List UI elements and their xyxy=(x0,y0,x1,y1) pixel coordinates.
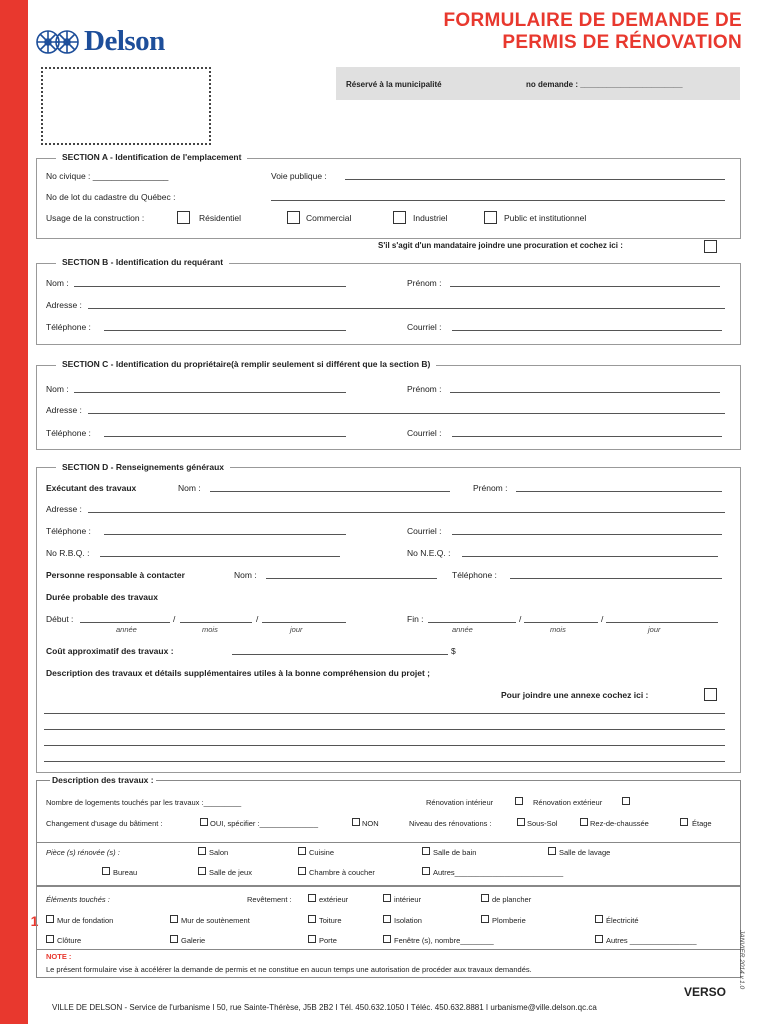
sous-sol-label: Sous-Sol xyxy=(527,819,558,828)
d-courriel-label: Courriel : xyxy=(407,526,442,536)
debut-jour-field[interactable] xyxy=(262,622,346,623)
demande-label: no demande : _______________________ xyxy=(526,80,683,89)
jeux-checkbox[interactable] xyxy=(198,867,206,875)
elements-label: Éléments touchés : xyxy=(46,895,110,904)
autres2-checkbox[interactable] xyxy=(595,935,603,943)
bureau-label: Bureau xyxy=(113,868,138,877)
description-label: Description des travaux et détails supplémentaires utiles à la bonne compréhension du projet ; xyxy=(46,668,431,678)
commercial-label: Commercial xyxy=(306,213,352,223)
section-b xyxy=(36,263,741,345)
mandataire-checkbox[interactable] xyxy=(704,240,717,253)
chambre-checkbox[interactable] xyxy=(298,867,306,875)
b-tel-field[interactable] xyxy=(104,330,346,331)
cout-field[interactable] xyxy=(232,654,448,655)
debut-jour-hint: jour xyxy=(290,625,303,634)
version-label: JANVIER 2014 v.1.0 xyxy=(738,930,745,990)
interieur-checkbox[interactable] xyxy=(383,894,391,902)
autres1-label: Autres__________________________ xyxy=(433,868,564,877)
rdc-label: Rez-de-chaussée xyxy=(590,819,649,828)
debut-label: Début : xyxy=(46,614,74,624)
isolation-label: Isolation xyxy=(394,916,422,925)
d-prenom-field[interactable] xyxy=(516,491,722,492)
c-courriel-label: Courriel : xyxy=(407,428,442,438)
c-adresse-label: Adresse : xyxy=(46,405,82,415)
c-nom-label: Nom : xyxy=(46,384,69,394)
logo-text: Delson xyxy=(84,25,165,57)
non-label: NON xyxy=(362,819,379,828)
rdc-checkbox[interactable] xyxy=(580,818,588,826)
sdb-checkbox[interactable] xyxy=(422,847,430,855)
c-tel-label: Téléphone : xyxy=(46,428,91,438)
section-a-title: SECTION A - Identification de l'emplacement xyxy=(56,152,247,162)
d-tel-field[interactable] xyxy=(104,534,346,535)
etage-label: Étage xyxy=(692,819,712,828)
neq-label: No N.E.Q. : xyxy=(407,548,451,558)
soutenement-checkbox[interactable] xyxy=(170,915,178,923)
porte-label: Porte xyxy=(319,936,337,945)
plancher-checkbox[interactable] xyxy=(481,894,489,902)
personne-label: Personne responsable à contacter xyxy=(46,570,185,580)
salon-checkbox[interactable] xyxy=(198,847,206,855)
description-line-1[interactable] xyxy=(44,713,725,714)
neq-field[interactable] xyxy=(462,556,718,557)
note-text: Le présent formulaire vise à accélérer la demande de permis et ne constitue en aucun temps une autorisation de procéder aux travaux demandés. xyxy=(46,965,532,974)
reno-int-checkbox[interactable] xyxy=(515,797,523,805)
reno-ext-checkbox[interactable] xyxy=(622,797,630,805)
lot-field[interactable] xyxy=(271,200,725,201)
section-b-title: SECTION B - Identification du requérant xyxy=(56,257,229,267)
b-courriel-field[interactable] xyxy=(452,330,722,331)
civic-label: No civique : ________________ xyxy=(46,171,169,181)
oui-label: OUI, spécifier :______________ xyxy=(210,819,318,828)
d-courriel-field[interactable] xyxy=(452,534,722,535)
rbq-label: No R.B.Q. : xyxy=(46,548,90,558)
lot-label: No de lot du cadastre du Québec : xyxy=(46,192,176,202)
galerie-label: Galerie xyxy=(181,936,206,945)
autres1-checkbox[interactable] xyxy=(422,867,430,875)
plancher-label: de plancher xyxy=(492,895,532,904)
c-tel-field[interactable] xyxy=(104,436,346,437)
b-courriel-label: Courriel : xyxy=(407,322,442,332)
b-prenom-field[interactable] xyxy=(450,286,720,287)
description-line-4[interactable] xyxy=(44,761,725,762)
niveau-label: Niveau des rénovations : xyxy=(409,819,492,828)
fin-mois-hint: mois xyxy=(550,625,566,634)
footer-contact: VILLE DE DELSON - Service de l'urbanisme I 50, rue Sainte-Thérèse, J5B 2B2 I Tél. 450.632.1050 I Téléc. 450.632.8881 I urbanisme@ville.delson.qc.ca xyxy=(52,1003,597,1012)
fin-annee-hint: année xyxy=(452,625,473,634)
sous-sol-checkbox[interactable] xyxy=(517,818,525,826)
cloture-label: Clôture xyxy=(57,936,82,945)
commercial-checkbox[interactable] xyxy=(287,211,300,224)
cout-label: Coût approximatif des travaux : xyxy=(46,646,174,656)
reno-ext-label: Rénovation extérieur xyxy=(533,798,603,807)
duree-label: Durée probable des travaux xyxy=(46,592,158,602)
revetement-label: Revêtement : xyxy=(247,895,292,904)
b-adresse-field[interactable] xyxy=(88,308,725,309)
d-prenom-label: Prénom : xyxy=(473,483,508,493)
debut-annee-field[interactable] xyxy=(80,622,170,623)
jeux-label: Salle de jeux xyxy=(209,868,252,877)
b-nom-field[interactable] xyxy=(74,286,346,287)
executant-label: Exécutant des travaux xyxy=(46,483,137,493)
industriel-checkbox[interactable] xyxy=(393,211,406,224)
page-number: 1 xyxy=(28,912,41,931)
soutenement-label: Mur de soutènement xyxy=(181,916,250,925)
fin-mois-field[interactable] xyxy=(524,622,598,623)
personne-nom-field[interactable] xyxy=(266,578,437,579)
stamp-box xyxy=(41,67,211,145)
fenetre-checkbox[interactable] xyxy=(383,935,391,943)
residentiel-label: Résidentiel xyxy=(199,213,242,223)
section-c-title: SECTION C - Identification du propriétaire(à remplir seulement si différent que la section B) xyxy=(56,359,436,369)
c-prenom-label: Prénom : xyxy=(407,384,442,394)
salon-label: Salon xyxy=(209,848,229,857)
cuisine-checkbox[interactable] xyxy=(298,847,306,855)
electricite-label: Électricité xyxy=(606,916,639,925)
plomberie-label: Plomberie xyxy=(492,916,526,925)
form-title-line1: FORMULAIRE DE DEMANDE DE xyxy=(443,10,742,31)
fin-annee-field[interactable] xyxy=(428,622,516,623)
d-nom-label: Nom : xyxy=(178,483,201,493)
c-prenom-field[interactable] xyxy=(450,392,720,393)
porte-checkbox[interactable] xyxy=(308,935,316,943)
toiture-label: Toiture xyxy=(319,916,342,925)
note-label: NOTE : xyxy=(46,952,72,961)
b-nom-label: Nom : xyxy=(46,278,69,288)
electricite-checkbox[interactable] xyxy=(595,915,603,923)
oui-checkbox[interactable] xyxy=(200,818,208,826)
description-line-3[interactable] xyxy=(44,745,725,746)
exterieur-checkbox[interactable] xyxy=(308,894,316,902)
annexe-checkbox[interactable] xyxy=(704,688,717,701)
section-c xyxy=(36,365,741,450)
personne-tel-field[interactable] xyxy=(510,578,722,579)
fenetre-label: Fenêtre (s), nombre________ xyxy=(394,936,494,945)
annexe-label: Pour joindre une annexe cochez ici : xyxy=(501,690,649,700)
non-checkbox[interactable] xyxy=(352,818,360,826)
bureau-checkbox[interactable] xyxy=(102,867,110,875)
rbq-field[interactable] xyxy=(100,556,340,557)
piece-label: Pièce (s) rénovée (s) : xyxy=(46,848,120,857)
personne-nom-label: Nom : xyxy=(234,570,257,580)
interieur-label: intérieur xyxy=(394,895,422,904)
industriel-label: Industriel xyxy=(413,213,448,223)
plomberie-checkbox[interactable] xyxy=(481,915,489,923)
public-label: Public et institutionnel xyxy=(504,213,587,223)
cuisine-label: Cuisine xyxy=(309,848,335,857)
cout-dollar: $ xyxy=(451,646,456,656)
toiture-checkbox[interactable] xyxy=(308,915,316,923)
c-courriel-field[interactable] xyxy=(452,436,722,437)
form-title-line2: PERMIS DE RÉNOVATION xyxy=(502,32,742,53)
lavage-checkbox[interactable] xyxy=(548,847,556,855)
fin-jour-hint: jour xyxy=(648,625,661,634)
residentiel-checkbox[interactable] xyxy=(177,211,190,224)
galerie-checkbox[interactable] xyxy=(170,935,178,943)
red-sidebar xyxy=(0,0,28,1024)
section-d-title: SECTION D - Renseignements généraux xyxy=(56,462,230,472)
d-adresse-field[interactable] xyxy=(88,512,725,513)
debut-annee-hint: année xyxy=(116,625,137,634)
usage-label: Usage de la construction : xyxy=(46,213,145,223)
mandataire-label: S'il s'agit d'un mandataire joindre une procuration et cochez ici : xyxy=(378,241,623,250)
d-nom-field[interactable] xyxy=(210,491,450,492)
d-adresse-label: Adresse : xyxy=(46,504,82,514)
isolation-checkbox[interactable] xyxy=(383,915,391,923)
logements-label: Nombre de logements touchés par les travaux :_________ xyxy=(46,798,242,807)
public-checkbox[interactable] xyxy=(484,211,497,224)
etage-checkbox[interactable] xyxy=(680,818,688,826)
debut-mois-field[interactable] xyxy=(180,622,252,623)
reserved-box xyxy=(336,67,740,100)
autres2-label: Autres ________________ xyxy=(606,936,697,945)
c-nom-field[interactable] xyxy=(74,392,346,393)
desc-box-title: Description des travaux : xyxy=(52,775,154,785)
personne-tel-label: Téléphone : xyxy=(452,570,497,580)
c-adresse-field[interactable] xyxy=(88,413,725,414)
fondation-label: Mur de fondation xyxy=(57,916,114,925)
fin-jour-field[interactable] xyxy=(606,622,718,623)
b-tel-label: Téléphone : xyxy=(46,322,91,332)
fondation-checkbox[interactable] xyxy=(46,915,54,923)
sdb-label: Salle de bain xyxy=(433,848,477,857)
b-prenom-label: Prénom : xyxy=(407,278,442,288)
b-adresse-label: Adresse : xyxy=(46,300,82,310)
lavage-label: Salle de lavage xyxy=(559,848,611,857)
voie-field[interactable] xyxy=(345,179,725,180)
changement-label: Changement d'usage du bâtiment : xyxy=(46,819,163,828)
description-line-2[interactable] xyxy=(44,729,725,730)
pieces-band xyxy=(36,842,741,886)
verso-label: VERSO xyxy=(683,985,726,999)
debut-mois-hint: mois xyxy=(202,625,218,634)
reno-int-label: Rénovation intérieur xyxy=(426,798,494,807)
d-tel-label: Téléphone : xyxy=(46,526,91,536)
reserved-label: Réservé à la municipalité xyxy=(346,80,442,89)
voie-label: Voie publique : xyxy=(271,171,327,181)
exterieur-label: extérieur xyxy=(319,895,349,904)
delson-logo xyxy=(33,24,215,62)
fin-label: Fin : xyxy=(407,614,424,624)
chambre-label: Chambre à coucher xyxy=(309,868,375,877)
cloture-checkbox[interactable] xyxy=(46,935,54,943)
